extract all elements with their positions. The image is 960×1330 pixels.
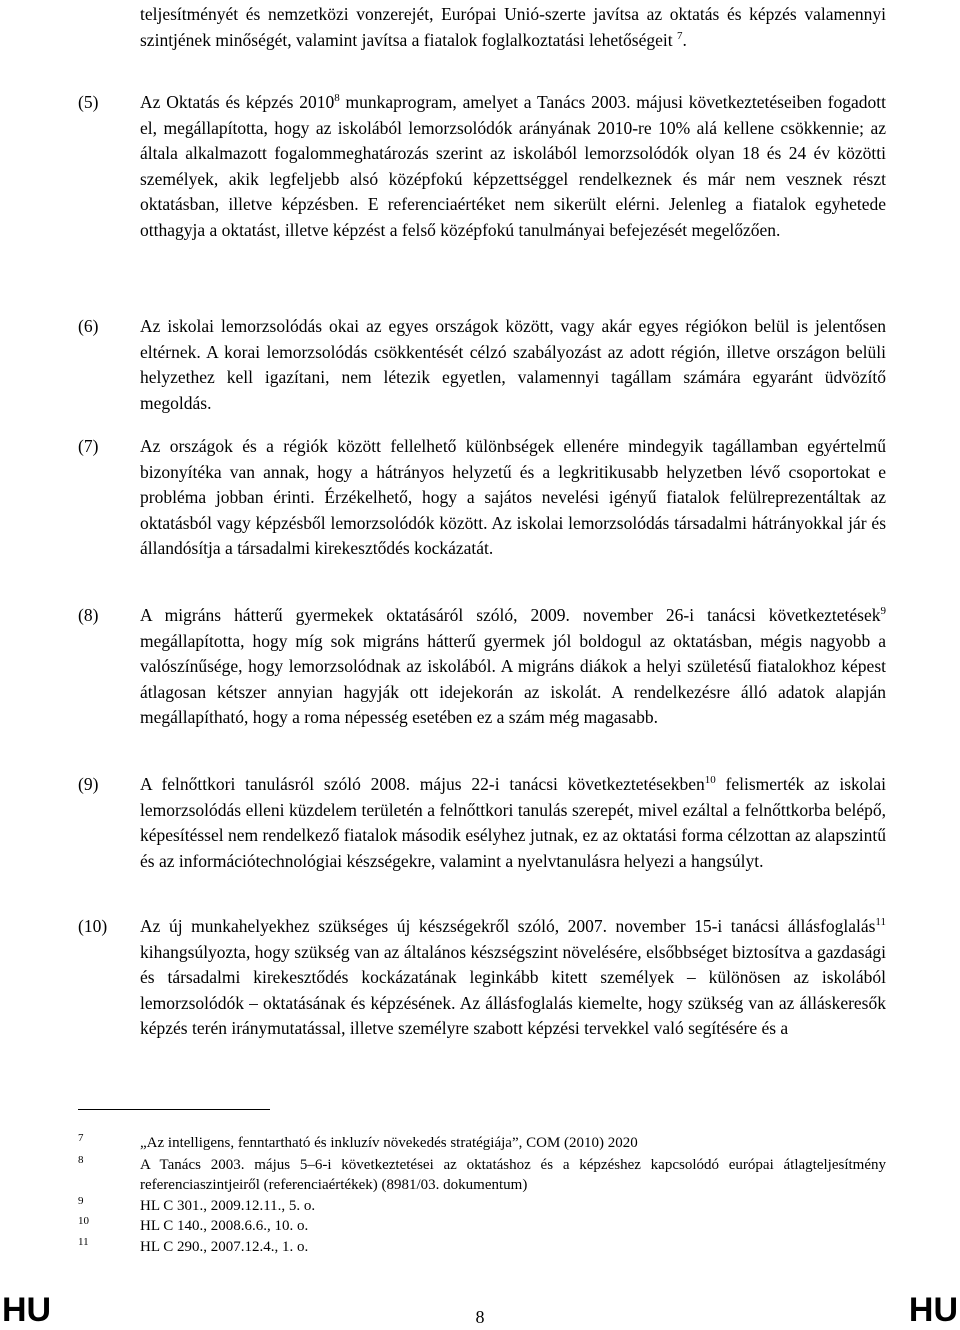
paragraph-number: (9) — [78, 774, 99, 794]
intro-end: . — [682, 29, 687, 50]
footnote-number: 10 — [78, 1215, 89, 1227]
paragraph-body: Az országok és a régiók között fellelhető különbségek ellenére mindegyik tagállamban egyértelmű bizonyítéka van annak, hogy a hátrányos helyzetű és a legkritikusabb helyzetben lévő csoportokat e probléma jobban érinti. Érzékelhető, hogy a sajátos nevelési igényű fiatalok felülreprezentáltak az oktatásból vagy képzésből lemorzsolódók között. Az iskolai lemorzsolódás társadalmi hátrányokkal jár és állandósítja a társadalmi kirekesztődés kockázatát. — [140, 436, 886, 558]
footer-language-right: HU — [908, 1291, 958, 1329]
paragraph-5 — [78, 90, 886, 243]
footer-language-left: HU — [2, 1291, 52, 1329]
paragraph-body — [140, 772, 886, 874]
paragraph-text: A migráns hátterű gyermekek oktatásáról szóló, 2009. november 26-i tanácsi következtetések — [140, 605, 881, 625]
paragraph-text: kihangsúlyozta, hogy szükség van az általános készségszint növelésére, elsőbbséget biztosítva a gazdasági és társadalmi kirekesztődés kockázatának leginkább kitett személyek – különösen az iskolából lemorzsolódók – oktatásának és képzésének. Az állásfoglalás kiemelte, hogy szükség van az álláskeresők képzés terén iránymutatással, illetve személyre szabott képzési tervekkel való segítésére és a — [140, 941, 886, 1038]
footnote-8 — [78, 1155, 886, 1195]
footnote-10 — [78, 1216, 886, 1236]
intro-paragraph — [140, 2, 886, 53]
paragraph-text: megállapította, hogy míg sok migráns hátterű gyermek jól boldogul az oktatásban, mégis nagyobb a valószínűsége, hogy lemorzsolódnak az iskolából. A migráns diákok a helyi születésű fiatalokhoz képest átlagosan kétszer annyian hagyják ott idejekorán az iskolát. A rendelkezésre álló adatok alapján megállapítható, hogy a roma népesség esetében ez a szám még magasabb. — [140, 630, 886, 727]
paragraph-text: Az új munkahelyekhez szükséges új készségekről szóló, 2007. november 15-i tanácsi állásfoglalás — [140, 916, 876, 936]
footnote-9 — [78, 1196, 886, 1216]
paragraph-number: (7) — [78, 436, 99, 456]
footnote-text: HL C 301., 2009.12.11., 5. o. — [140, 1198, 316, 1214]
footnote-ref-8: 8 — [334, 92, 340, 105]
footnote-ref-9: 9 — [880, 605, 886, 618]
footnote-number: 11 — [78, 1236, 89, 1248]
paragraph-body — [140, 603, 886, 731]
footnote-text: „Az intelligens, fenntartható és inkluzív növekedés stratégiája”, COM (2010) 2020 — [140, 1135, 638, 1151]
intro-text: teljesítményét és nemzetközi vonzerejét, Európai Unió-szerte javítsa az oktatás és képzés valamennyi szintjének minőségét, valamint javítsa a fiatalok foglalkoztatási lehetőségeit — [140, 4, 886, 50]
paragraph-number: (8) — [78, 605, 99, 625]
footnote-text: A Tanács 2003. május 5–6-i következtetései az oktatáshoz és a képzéshez kapcsolódó európai átlagteljesítmény referenciaszintjeiről (referenciaértékek) (8981/03. dokumentum) — [140, 1157, 886, 1193]
paragraph-8 — [78, 603, 886, 731]
footnote-ref-11: 11 — [875, 916, 886, 929]
paragraph-body: Az iskolai lemorzsolódás okai az egyes országok között, vagy akár egyes régiókon belül is jelentősen eltérnek. A korai lemorzsolódás csökkentését célzó szabályozást az adott régión, illetve országon belüli helyzethez kell igazítani, nem létezik egyetlen, valamennyi tagállam számára egyaránt üdvözítő megoldás. — [140, 316, 886, 413]
footnote-ref-10: 10 — [704, 774, 716, 787]
paragraph-6 — [78, 314, 886, 416]
paragraph-number: (5) — [78, 92, 99, 112]
paragraph-text: munkaprogram, amelyet a Tanács 2003. májusi következtetéseiben fogadott el, megállapította, hogy az iskolából lemorzsolódók arányának 2010-re 10% alá kellene csökkennie; az általa alkalmazott fogalommeghatározás szerint az iskolából lemorzsolódók olyan 18 és 24 év közötti személyek, akik legfeljebb alsó középfokú képzettséggel rendelkeznek és már nem vesznek részt oktatásban, illetve képzésben. E referenciaértéket nem sikerült elérni. Jelenleg a fiatalok egyhetede otthagyja a oktatást, illetve képzést a felső középfokú tanulmányai befejezését megelőzően. — [140, 92, 886, 240]
paragraph-10 — [78, 914, 886, 1042]
paragraph-number: (6) — [78, 316, 99, 336]
paragraph-9 — [78, 772, 886, 874]
footnote-number: 9 — [78, 1195, 84, 1207]
page-number: 8 — [475, 1307, 485, 1327]
footnote-text: HL C 290., 2007.12.4., 1. o. — [140, 1239, 309, 1255]
paragraph-text: A felnőttkori tanulásról szóló 2008. május 22-i tanácsi következtetésekben — [140, 774, 705, 794]
paragraph-text: felismerték az iskolai lemorzsolódás elleni küzdelem területén a felnőttkori tanulás szerepét, mivel ezáltal a felnőttkorba belépő, képesítéssel nem rendelkező fiatalok második esélyhez jutnak, ez az oktatási forma célzottan az alapszintű és az információtechnológiai készségekre, valamint a nyelvtanulásra helyezi a hangsúlyt. — [140, 774, 886, 871]
footnote-11 — [78, 1237, 886, 1257]
footnote-text: HL C 140., 2008.6.6., 10. o. — [140, 1218, 309, 1234]
footnote-separator — [78, 1109, 270, 1110]
footnote-ref-7: 7 — [676, 29, 683, 42]
paragraph-number: (10) — [78, 916, 108, 936]
footnote-number: 7 — [78, 1132, 84, 1144]
paragraph-body — [140, 90, 886, 243]
footnote-number: 8 — [78, 1154, 84, 1166]
footnote-7 — [78, 1133, 886, 1153]
paragraph-body — [140, 914, 886, 1042]
paragraph-7 — [78, 434, 886, 562]
paragraph-text: Az Oktatás és képzés 2010 — [140, 92, 335, 112]
